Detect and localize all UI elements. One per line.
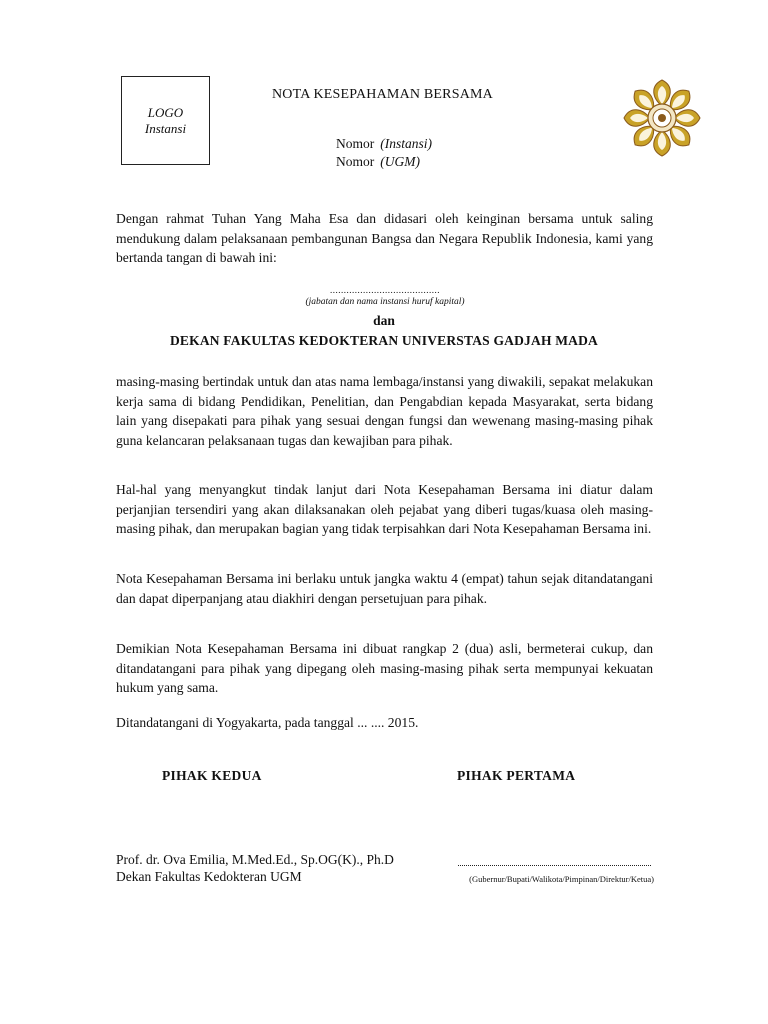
party-one-heading: PIHAK PERTAMA <box>457 768 576 783</box>
signatory-title: Dekan Fakultas Kedokteran UGM <box>116 869 302 884</box>
official-title-caption: (Gubernur/Bupati/Walikota/Pimpinan/Direktur/Ketua) <box>469 874 654 884</box>
logo-sublabel: Instansi <box>144 120 187 136</box>
signature-dotline <box>458 855 651 866</box>
logo-label: LOGO <box>147 104 184 120</box>
party-two-heading: PIHAK KEDUA <box>162 768 262 783</box>
party-one-dotline: ........................................ <box>330 285 440 295</box>
party-two-name: DEKAN FAKULTAS KEDOKTERAN UNIVERSTAS GADJAH MADA <box>169 333 599 348</box>
logo-placeholder <box>121 76 210 165</box>
party-one-caption: (jabatan dan nama instansi huruf kapital) <box>305 297 465 307</box>
conjunction: dan <box>373 313 395 328</box>
nomor-instansi <box>336 136 432 152</box>
document-title: NOTA KESEPAHAMAN BERSAMA <box>272 87 493 102</box>
nomor-ugm-value: (UGM) <box>380 154 420 169</box>
signatory-name: Prof. dr. Ova Emilia, M.Med.Ed., Sp.OG(K)., Ph.D <box>116 852 394 867</box>
nomor-label: Nomor <box>336 154 375 169</box>
nomor-instansi-value: (Instansi) <box>380 136 432 151</box>
intro-paragraph: Dengan rahmat Tuhan Yang Maha Esa dan didasari oleh keinginan bersama untuk saling mendukung dalam pelaksanaan pembangunan Bangsa dan Negara Republik Indonesia, kami yang bertanda tangan di bawah ini: <box>116 211 653 265</box>
paragraph-validity: Nota Kesepahaman Bersama ini berlaku untuk jangka waktu 4 (empat) tahun sejak ditandatangani dan dapat diperpanjang atau diakhiri dengan persetujuan para pihak. <box>116 571 653 606</box>
paragraph-signed-at: Ditandatangani di Yogyakarta, pada tanggal ... .... 2015. <box>116 715 419 730</box>
paragraph-closing: Demikian Nota Kesepahaman Bersama ini dibuat rangkap 2 (dua) asli, bermeterai cukup, dan ditandatangani para pihak yang dipegang oleh masing-masing pihak serta mempunyai kekuatan hukum yang sama. <box>116 641 653 695</box>
paragraph-scope: masing-masing bertindak untuk dan atas nama lembaga/instansi yang diwakili, sepakat melakukan kerja sama di bidang Pendidikan, Penelitian, dan Pengabdian kepada Masyarakat, serta bidang lain yang disepakati para pihak yang sesuai dengan fungsi dan wewenang masing-masing pihak guna kelancaran pelaksanaan tugas dan kewajiban para pihak. <box>116 374 653 448</box>
nomor-ugm <box>336 154 420 170</box>
paragraph-follow-up: Hal-hal yang menyangkut tindak lanjut dari Nota Kesepahaman Bersama ini diatur dalam perjanjian tersendiri yang akan dilaksanakan oleh pejabat yang diberi tugas/kuasa oleh masing-masing pihak, dan merupakan bagian yang tidak terpisahkan dari Nota Kesepahaman Bersama ini. <box>116 482 653 536</box>
ugm-emblem-icon <box>622 78 702 158</box>
nomor-label: Nomor <box>336 136 375 151</box>
